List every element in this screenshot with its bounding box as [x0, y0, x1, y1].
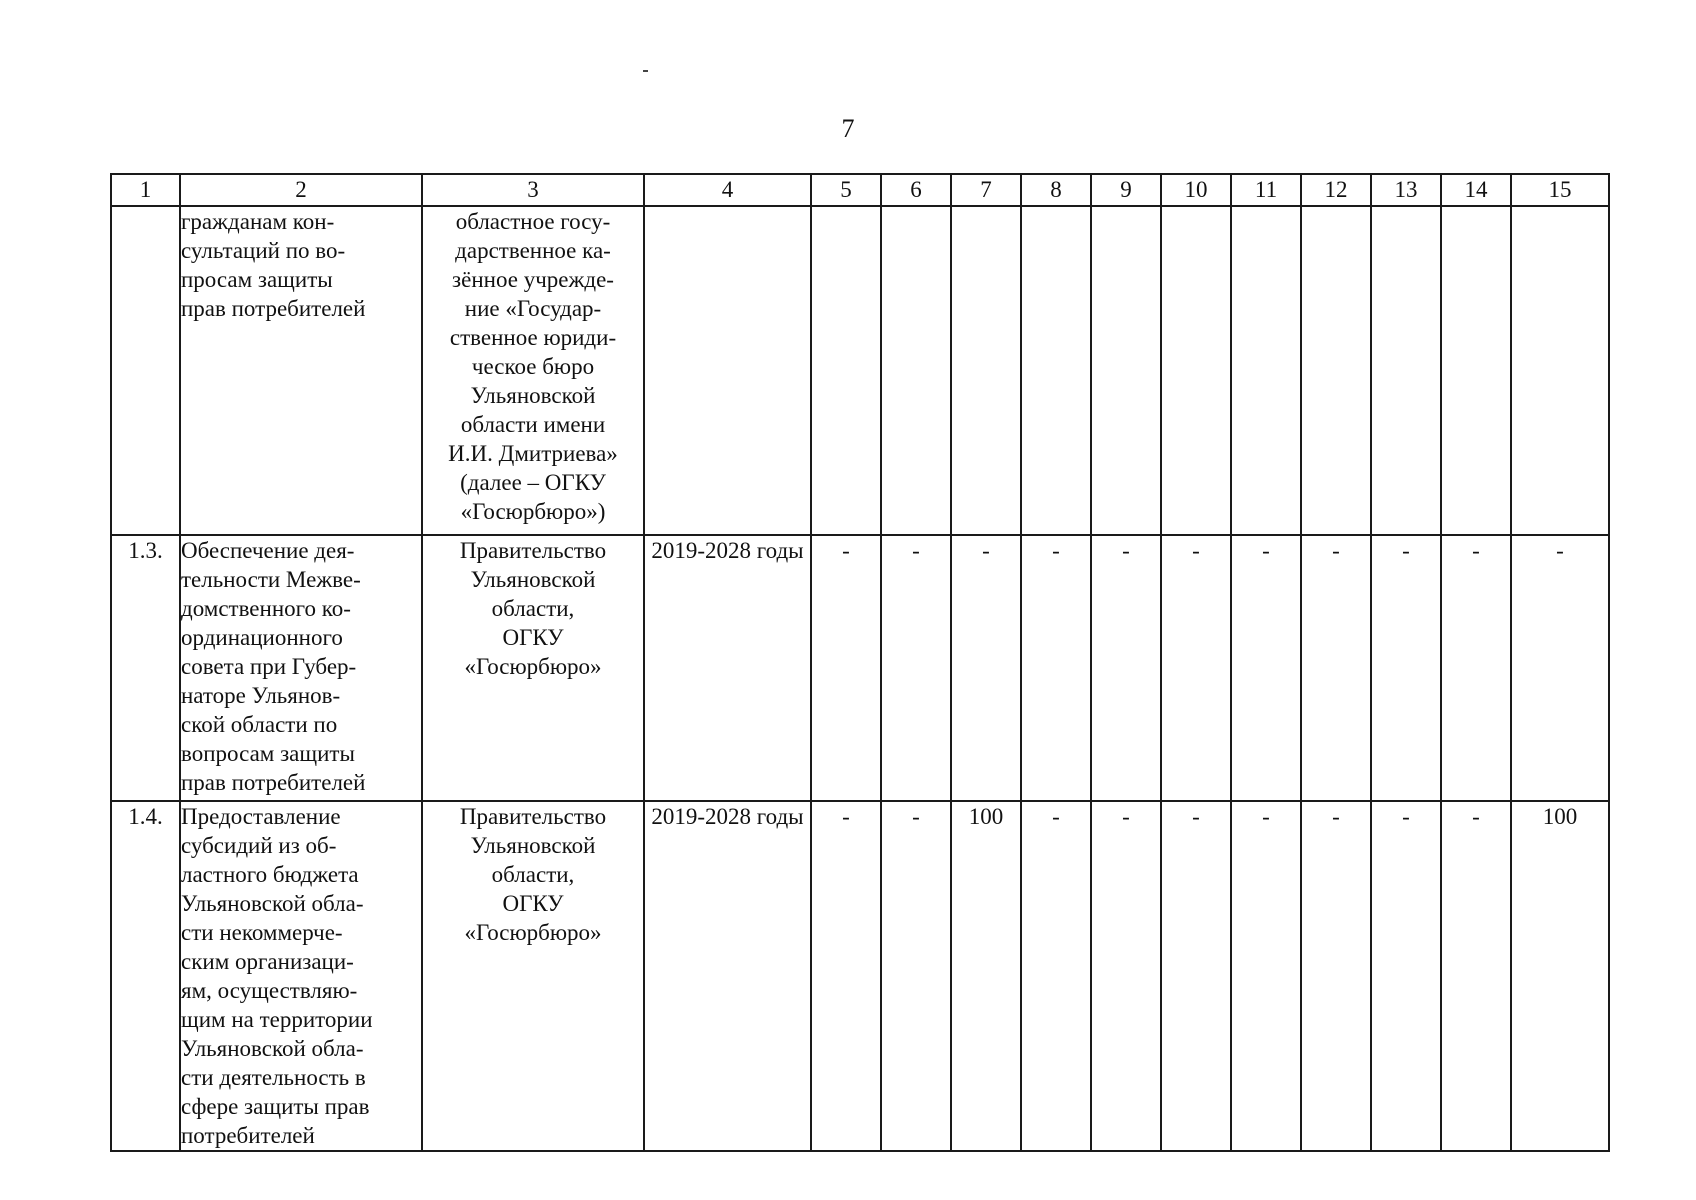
col-header: 11: [1231, 174, 1301, 206]
text-line: щим на территории: [181, 1007, 373, 1032]
col-header: 4: [644, 174, 811, 206]
value-cell: -: [1231, 535, 1301, 801]
text-line: сультаций по во-: [181, 238, 346, 263]
text-line: домственного ко-: [181, 596, 351, 621]
text-line: вопросам защиты: [181, 741, 355, 766]
col-header: 12: [1301, 174, 1371, 206]
text-line: дарственное ка-: [455, 238, 611, 263]
col-header: 15: [1511, 174, 1609, 206]
value-cell: [1231, 206, 1301, 535]
value-cell: [1021, 206, 1091, 535]
col-header: 5: [811, 174, 881, 206]
text-line: просам защиты: [181, 267, 333, 292]
text-line: ние «Государ-: [464, 296, 602, 321]
value-cell: -: [1021, 801, 1091, 1151]
executor: [422, 535, 644, 801]
text-line: области,: [491, 596, 575, 621]
text-line: Ульяновской: [470, 567, 596, 592]
value-cell: -: [1371, 535, 1441, 801]
measure-name: [180, 801, 422, 1151]
page-number: 7: [841, 114, 855, 143]
col-header: 9: [1091, 174, 1161, 206]
value-cell: 100: [1511, 801, 1609, 1151]
value-cell: -: [1231, 801, 1301, 1151]
text-line: ственное юриди-: [449, 325, 617, 350]
period: 2019-2028 годы: [644, 801, 811, 1151]
text-line: Ульяновской: [470, 833, 596, 858]
value-cell: -: [811, 801, 881, 1151]
text-line: И.И. Дмитриева»: [448, 441, 618, 466]
scan-speck: [643, 70, 648, 72]
value-cell: 100: [951, 801, 1021, 1151]
value-cell: -: [1161, 801, 1231, 1151]
text-line: ОГКУ: [502, 625, 564, 650]
text-line: областное госу-: [455, 209, 611, 234]
col-header: 14: [1441, 174, 1511, 206]
value-cell: -: [1371, 801, 1441, 1151]
text-line: прав потребителей: [181, 296, 366, 321]
row-number: 1.4.: [111, 801, 180, 1151]
text-line: ластного бюджета: [181, 862, 359, 887]
text-line: тельности Межве-: [181, 567, 361, 592]
header-row: [111, 174, 1609, 206]
table-row: [111, 801, 1609, 1151]
period: [644, 206, 811, 535]
text-line: зённое учрежде-: [452, 267, 614, 292]
text-line: потребителей: [181, 1123, 315, 1148]
col-header: 8: [1021, 174, 1091, 206]
value-cell: -: [1511, 535, 1609, 801]
value-cell: -: [1091, 801, 1161, 1151]
col-header: 6: [881, 174, 951, 206]
row-number: 1.3.: [111, 535, 180, 801]
text-line: Правительство: [459, 538, 607, 563]
text-line: ОГКУ: [502, 891, 564, 916]
value-cell: [811, 206, 881, 535]
value-cell: [1301, 206, 1371, 535]
value-cell: [1441, 206, 1511, 535]
text-line: Ульяновской обла-: [181, 891, 364, 916]
value-cell: [1511, 206, 1609, 535]
text-line: сти деятельность в: [181, 1065, 366, 1090]
table-row: [111, 535, 1609, 801]
value-cell: -: [951, 535, 1021, 801]
text-line: гражданам кон-: [181, 209, 335, 234]
text-line: Правительство: [459, 804, 607, 829]
text-line: прав потребителей: [181, 770, 366, 795]
program-table: [110, 173, 1610, 1152]
executor: [422, 206, 644, 535]
text-line: ческое бюро: [471, 354, 595, 379]
value-cell: -: [1441, 535, 1511, 801]
value-cell: -: [1301, 801, 1371, 1151]
col-header: 13: [1371, 174, 1441, 206]
text-line: Ульяновской обла-: [181, 1036, 364, 1061]
value-cell: -: [811, 535, 881, 801]
text-line: «Госюрбюро»): [460, 499, 606, 524]
value-cell: -: [1021, 535, 1091, 801]
value-cell: -: [881, 535, 951, 801]
value-cell: [1371, 206, 1441, 535]
value-cell: -: [1301, 535, 1371, 801]
text-line: (далее – ОГКУ: [460, 470, 606, 495]
text-line: наторе Ульянов-: [181, 683, 341, 708]
value-cell: -: [1161, 535, 1231, 801]
col-header: 10: [1161, 174, 1231, 206]
value-cell: -: [881, 801, 951, 1151]
value-cell: -: [1091, 535, 1161, 801]
period: 2019-2028 годы: [644, 535, 811, 801]
measure-name: [180, 535, 422, 801]
table-row: [111, 206, 1609, 535]
text-line: ям, осуществляю-: [181, 978, 358, 1003]
text-line: Ульяновской: [470, 383, 596, 408]
value-cell: [881, 206, 951, 535]
col-header: 1: [111, 174, 180, 206]
value-cell: [951, 206, 1021, 535]
text-line: ским организаци-: [181, 949, 354, 974]
text-line: Предоставление: [181, 804, 341, 829]
text-line: области,: [491, 862, 575, 887]
value-cell: [1091, 206, 1161, 535]
text-line: «Госюрбюро»: [464, 654, 602, 679]
text-line: ординационного: [181, 625, 343, 650]
col-header: 3: [422, 174, 644, 206]
text-line: ской области по: [181, 712, 338, 737]
col-header: 7: [951, 174, 1021, 206]
row-number: [111, 206, 180, 535]
text-line: субсидий из об-: [181, 833, 337, 858]
col-header: 2: [180, 174, 422, 206]
text-line: области имени: [460, 412, 606, 437]
text-line: сти некоммерче-: [181, 920, 343, 945]
value-cell: -: [1441, 801, 1511, 1151]
value-cell: [1161, 206, 1231, 535]
text-line: Обеспечение дея-: [181, 538, 355, 563]
text-line: совета при Губер-: [181, 654, 357, 679]
text-line: «Госюрбюро»: [464, 920, 602, 945]
executor: [422, 801, 644, 1151]
text-line: сфере защиты прав: [181, 1094, 370, 1119]
measure-name: [180, 206, 422, 535]
